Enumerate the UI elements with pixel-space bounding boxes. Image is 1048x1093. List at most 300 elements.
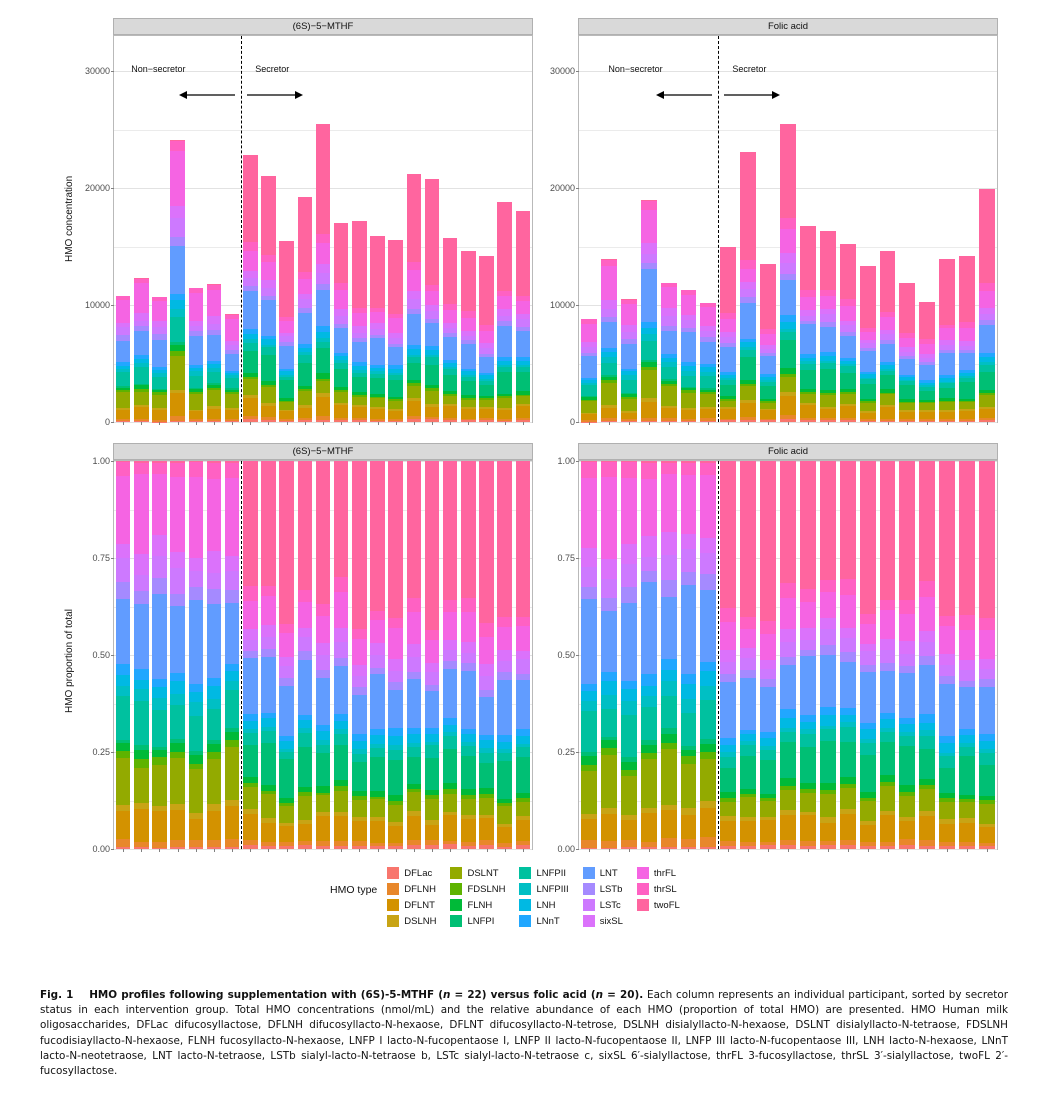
x-axis-tick <box>159 422 160 425</box>
legend-item[interactable] <box>583 914 623 928</box>
bar-segment <box>979 189 995 284</box>
x-axis-tick <box>828 422 829 425</box>
bar-segment <box>840 336 856 358</box>
x-axis-tick <box>123 422 124 425</box>
bar-segment <box>840 814 856 840</box>
group-label-non-secretor: Non−secretor <box>131 64 186 74</box>
legend-item[interactable] <box>387 914 436 928</box>
y-axis-tick-label: 0.00 <box>557 844 575 854</box>
bar-segment <box>207 759 222 805</box>
bar-segment <box>461 756 476 789</box>
x-axis-tick <box>609 849 610 852</box>
bar-segment <box>443 612 458 640</box>
stacked-bar <box>225 314 240 422</box>
stacked-bar <box>720 247 736 422</box>
bar-segment <box>170 246 185 295</box>
x-axis-tick <box>487 422 488 425</box>
bar-segment <box>207 604 222 679</box>
bar-segment <box>919 344 935 355</box>
bar-segment <box>225 747 240 800</box>
legend-swatch <box>387 899 399 911</box>
y-axis-tick <box>111 188 114 189</box>
legend-swatch <box>637 867 649 879</box>
bar-segment <box>681 815 697 840</box>
bar-segment <box>443 337 458 360</box>
bar-segment <box>740 648 756 658</box>
legend-column <box>450 866 505 930</box>
bar-segment <box>860 461 876 614</box>
legend-item[interactable] <box>637 866 680 880</box>
x-axis-tick <box>523 422 524 425</box>
x-axis-tick <box>196 422 197 425</box>
x-axis-tick <box>788 422 789 425</box>
bar-segment <box>170 552 185 569</box>
bar-segment <box>740 269 756 283</box>
bar-segment <box>661 696 677 729</box>
bar-segment <box>641 463 657 479</box>
bar-segment <box>820 327 836 353</box>
bar-segment <box>207 409 222 420</box>
x-axis-tick <box>268 422 269 425</box>
bar-segment <box>919 749 935 780</box>
bar-segment <box>800 628 816 640</box>
bar-segment <box>261 262 276 281</box>
bar-segment <box>407 644 422 657</box>
bar-segment <box>880 394 896 406</box>
bar-segment <box>243 745 258 777</box>
bar-segment <box>243 379 258 395</box>
bar-segment <box>243 658 258 714</box>
panel-top-right <box>549 18 998 427</box>
bar-segment <box>800 461 816 590</box>
bar-segment <box>800 734 816 747</box>
bar-segment <box>225 319 240 341</box>
bar-segment <box>740 745 756 756</box>
bar-segment <box>939 665 955 676</box>
bar-segment <box>116 476 131 544</box>
bar-segment <box>207 372 222 383</box>
bar-segment <box>899 673 915 719</box>
legend-item[interactable] <box>519 882 568 896</box>
stacked-bar <box>516 461 531 849</box>
bar-segment <box>407 270 422 291</box>
bar-segment <box>840 727 856 742</box>
bar-segment <box>700 342 716 364</box>
bar-segment <box>316 655 331 670</box>
bar-segment <box>820 729 836 741</box>
bar-segment <box>959 328 975 341</box>
x-axis-tick <box>788 849 789 852</box>
bar-segment <box>959 802 975 818</box>
stacked-bar <box>261 461 276 849</box>
bar-segment <box>959 670 975 681</box>
bar-segment <box>443 600 458 613</box>
bar-segment <box>820 655 836 707</box>
bar-segment <box>279 380 294 398</box>
bar-segment <box>681 463 697 476</box>
bar-segment <box>581 819 597 841</box>
x-axis-tick <box>396 849 397 852</box>
x-axis-tick <box>907 849 908 852</box>
bar-segment <box>479 623 494 637</box>
legend-label: DFLNH <box>404 883 436 895</box>
bar-segment <box>152 340 167 368</box>
panel-strip-top-left: (6S)−5−MTHF <box>113 18 533 35</box>
bar-segment <box>641 201 657 211</box>
stacked-bar <box>334 461 349 849</box>
bar-segment <box>443 749 458 784</box>
bar-segment <box>189 477 204 559</box>
bar-segment <box>152 710 167 747</box>
bar-segment <box>189 692 204 703</box>
bar-segment <box>641 813 657 841</box>
bar-segment <box>621 776 637 816</box>
legend-item[interactable] <box>583 882 623 896</box>
y-axis-tick-label: 30000 <box>549 66 575 77</box>
legend-swatch <box>519 915 531 927</box>
plot-area-top-left <box>84 35 533 427</box>
bar-segment <box>298 628 313 638</box>
bar-segment <box>681 295 697 316</box>
bar-segment <box>116 462 131 475</box>
bar-segment <box>370 821 385 843</box>
bar-segment <box>497 296 512 309</box>
stacked-bar <box>820 461 836 849</box>
bar-segment <box>407 612 422 644</box>
x-axis-tick <box>589 849 590 852</box>
bar-segment <box>425 407 440 417</box>
bar-segment <box>443 815 458 841</box>
legend-item[interactable] <box>450 914 505 928</box>
legend-label: DSLNH <box>404 915 437 927</box>
bar-segment <box>641 402 657 418</box>
legend-item[interactable] <box>450 866 505 880</box>
bar-segment <box>189 571 204 588</box>
bar-segment <box>820 369 836 390</box>
bar-segment <box>298 651 313 660</box>
bar-segment <box>621 715 637 757</box>
bar-segment <box>959 756 975 795</box>
bar-segment <box>581 691 597 701</box>
bar-segment <box>352 695 367 734</box>
bar-segment <box>370 620 385 644</box>
bar-segment <box>388 380 403 397</box>
y-axis-tick <box>576 422 579 423</box>
bar-segment <box>820 645 836 655</box>
bar-segment <box>919 789 935 811</box>
bar-segment <box>516 659 531 674</box>
x-axis-tick <box>123 849 124 852</box>
stacked-bar <box>780 124 796 422</box>
legend-item[interactable] <box>519 866 568 880</box>
legend-item[interactable] <box>387 898 436 912</box>
bar-segment <box>919 665 935 714</box>
bar-segment <box>760 461 776 621</box>
bar-segment <box>661 597 677 660</box>
bar-segment <box>880 671 896 714</box>
x-axis-tick <box>432 849 433 852</box>
legend-item[interactable] <box>637 898 680 912</box>
legend-swatch <box>583 867 595 879</box>
legend-swatch <box>450 867 462 879</box>
plot-area-top-right <box>549 35 998 427</box>
bar-segment <box>134 392 149 405</box>
bar-segment <box>740 678 756 730</box>
bar-segment <box>116 392 131 408</box>
bar-segment <box>880 461 896 600</box>
bar-segment <box>681 549 697 572</box>
bar-segment <box>959 747 975 757</box>
legend-item[interactable] <box>519 898 568 912</box>
bar-segment <box>170 393 185 416</box>
bar-segment <box>880 344 896 363</box>
bar-segment <box>334 745 349 781</box>
stacked-bar <box>959 256 975 422</box>
stacked-bar <box>116 461 131 849</box>
stacked-bar <box>681 290 697 422</box>
bar-segment <box>880 600 896 611</box>
legend-swatch <box>387 883 399 895</box>
bar-segment <box>919 302 935 340</box>
bar-segment <box>170 218 185 237</box>
stacked-bar <box>621 299 637 422</box>
bar-segment <box>461 671 476 729</box>
bar-segment <box>681 393 697 409</box>
bar-segment <box>388 628 403 659</box>
bar-segment <box>661 532 677 555</box>
bar-segment <box>170 810 185 841</box>
bar-segment <box>225 410 240 420</box>
legend-item[interactable] <box>583 866 623 880</box>
bar-segment <box>581 756 597 765</box>
bar-segment <box>899 461 915 601</box>
bar-segment <box>681 684 697 699</box>
bar-segment <box>720 682 736 738</box>
y-axis-tick-label: 0.75 <box>557 553 575 563</box>
bar-segment <box>443 375 458 392</box>
bar-segment <box>243 461 258 587</box>
stacked-bar <box>298 461 313 849</box>
bar-segment <box>800 370 816 389</box>
stacked-bar <box>261 176 276 422</box>
group-range-arrows <box>656 89 780 99</box>
stacked-bar <box>134 278 149 422</box>
bar-segment <box>152 463 167 475</box>
bar-segment <box>298 733 313 747</box>
x-axis-tick <box>341 849 342 852</box>
bar-segment <box>840 244 856 299</box>
bar-segment <box>641 571 657 582</box>
x-axis-tick <box>947 422 948 425</box>
bar-segment <box>641 696 657 707</box>
legend-column <box>583 866 623 930</box>
bar-segment <box>261 823 276 842</box>
bar-segment <box>661 386 677 406</box>
legend-item[interactable] <box>387 882 436 896</box>
y-axis-tick <box>576 188 579 189</box>
bar-segment <box>134 407 149 420</box>
bar-segment <box>207 390 222 406</box>
legend-item[interactable] <box>519 914 568 928</box>
bar-segment <box>334 369 349 388</box>
bar-segment <box>134 575 149 591</box>
bar-segment <box>461 653 476 664</box>
stacked-bar <box>939 259 955 422</box>
y-axis-tick <box>576 655 579 656</box>
bar-segment <box>425 758 440 790</box>
bar-segment <box>388 760 403 796</box>
bar-segment <box>370 674 385 730</box>
bar-segment <box>621 820 637 841</box>
stacked-bar <box>370 461 385 849</box>
bar-segment <box>261 355 276 382</box>
bar-segment <box>979 669 995 679</box>
bar-segment <box>407 816 422 840</box>
bar-segment <box>461 612 476 642</box>
legend-item[interactable] <box>637 882 680 896</box>
stacked-bar <box>425 461 440 849</box>
bar-segment <box>407 734 422 743</box>
bar-segment <box>497 627 512 650</box>
bar-segment <box>939 328 955 340</box>
bar-segment <box>116 696 131 740</box>
bar-segment <box>720 821 736 842</box>
legend-item[interactable] <box>450 882 505 896</box>
bar-segment <box>800 656 816 716</box>
plot-area-bottom-right <box>557 456 998 854</box>
x-axis-tick <box>927 849 928 852</box>
bar-segment <box>516 461 531 617</box>
bar-segment <box>939 654 955 666</box>
bar-segment <box>919 597 935 631</box>
bar-segment <box>661 287 677 308</box>
stacked-bar <box>461 251 476 422</box>
bar-segment <box>899 746 915 785</box>
bar-segment <box>152 474 167 535</box>
legend-label: DSLNT <box>467 867 499 879</box>
bar-segment <box>116 686 131 697</box>
bar-segment <box>516 331 531 358</box>
stacked-bar <box>352 461 367 849</box>
secretor-status-divider <box>718 461 719 849</box>
bar-segment <box>840 652 856 662</box>
bar-segment <box>601 814 617 841</box>
stacked-bar <box>700 461 716 849</box>
bar-segment <box>919 581 935 598</box>
stacked-bar <box>681 461 697 849</box>
bar-segment <box>880 732 896 743</box>
bar-segment <box>840 628 856 639</box>
bar-segment <box>740 756 756 789</box>
legend-title: HMO type <box>330 884 378 896</box>
bar-segment <box>641 243 657 255</box>
x-axis-tick <box>967 849 968 852</box>
bar-segment <box>780 253 796 263</box>
stacked-bar <box>820 231 836 422</box>
bar-segment <box>780 263 796 275</box>
bar-segment <box>760 660 776 670</box>
bar-segment <box>700 409 716 418</box>
y-axis-tick-label: 0.75 <box>92 553 110 563</box>
bar-segment <box>740 403 756 418</box>
bar-segment <box>352 313 367 327</box>
bar-segment <box>170 141 185 151</box>
bar-segment <box>700 662 716 672</box>
bar-segment <box>700 538 716 554</box>
bar-segment <box>425 323 440 347</box>
bar-segment <box>243 601 258 630</box>
bar-segment <box>601 462 617 477</box>
y-axis-tick-label: 0.00 <box>92 844 110 854</box>
bar-segment <box>780 665 796 710</box>
x-axis-tick <box>505 422 506 425</box>
plot-area-bottom-left <box>92 456 533 854</box>
bar-segment <box>497 461 512 617</box>
stacked-bar <box>860 266 876 422</box>
bar-segment <box>352 821 367 842</box>
bar-segment <box>370 461 385 611</box>
bar-segment <box>298 824 313 842</box>
x-axis-tick <box>848 422 849 425</box>
bar-segment <box>279 633 294 658</box>
stacked-bar <box>189 461 204 849</box>
bar-segment <box>170 568 185 594</box>
bar-segment <box>298 747 313 787</box>
bar-segment <box>700 463 716 476</box>
bar-segment <box>388 826 403 843</box>
x-axis-tick <box>748 422 749 425</box>
bar-segment <box>860 351 876 372</box>
bar-segment <box>641 479 657 536</box>
x-axis-tick <box>768 849 769 852</box>
stacked-bar <box>316 124 331 422</box>
legend-label: LNFPI <box>467 915 495 927</box>
bar-segment <box>170 317 185 342</box>
x-axis-tick <box>432 422 433 425</box>
bar-segment <box>661 659 677 670</box>
bar-segment <box>116 544 131 559</box>
legend-item[interactable] <box>387 866 436 880</box>
bar-segment <box>334 392 349 404</box>
bar-segment <box>189 293 204 322</box>
bar-segment <box>621 689 637 702</box>
y-axis-tick <box>576 305 579 306</box>
bar-segment <box>170 463 185 477</box>
legend-item[interactable] <box>450 898 505 912</box>
legend-item[interactable] <box>583 898 623 912</box>
bar-segment <box>279 624 294 634</box>
bar-segment <box>641 686 657 697</box>
bar-segment <box>979 630 995 660</box>
bar-segment <box>334 628 349 642</box>
bar-segment <box>298 197 313 272</box>
bar-segment <box>170 606 185 673</box>
bar-segment <box>352 676 367 687</box>
bar-segment <box>388 347 403 365</box>
bar-segment <box>407 679 422 728</box>
bar-segment <box>621 304 637 325</box>
bar-segment <box>700 553 716 574</box>
bar-segment <box>621 478 637 544</box>
bar-segment <box>316 604 331 617</box>
bar-segment <box>243 787 258 810</box>
bar-segment <box>720 461 736 609</box>
bar-segment <box>225 590 240 603</box>
bar-segment <box>207 709 222 740</box>
bar-segment <box>388 618 403 628</box>
bar-segment <box>820 461 836 581</box>
bar-segment <box>152 556 167 578</box>
